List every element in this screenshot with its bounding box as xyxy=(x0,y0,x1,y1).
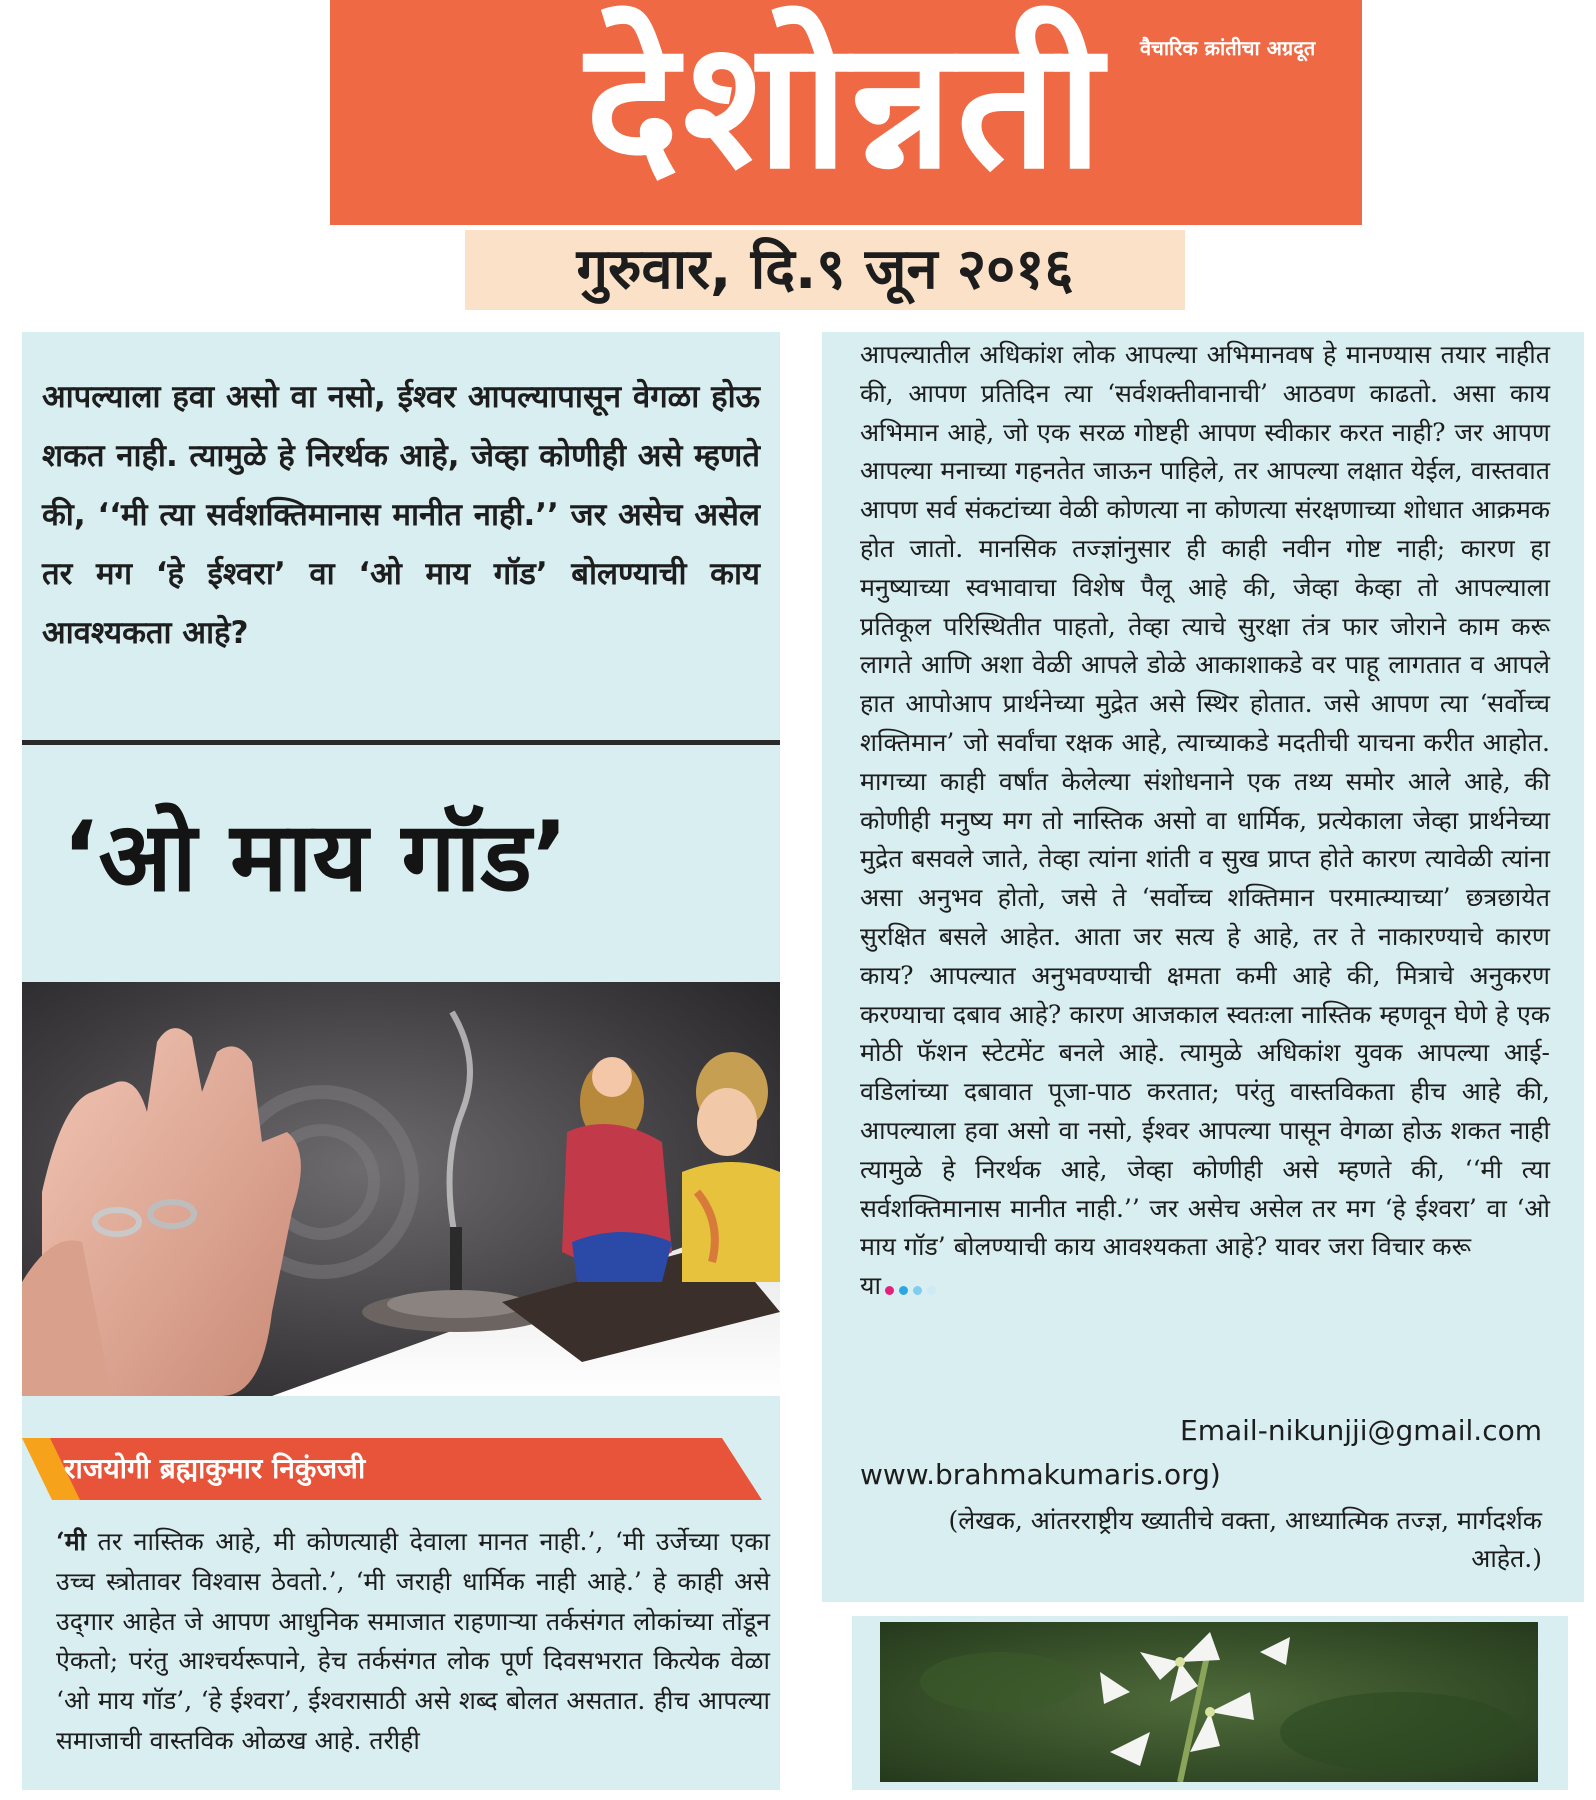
article-intro: आपल्याला हवा असो वा नसो, ईश्वर आपल्यापासून वेगळा होऊ शकत नाही. त्यामुळे हे निरर्थक आहे, जेव्हा कोणीही असे म्हणते की, ‘‘मी त्या सर्वशक्तिमानास मानीत नाही.’’ जर असेच असेल तर मग ‘हे ईश्वरा’ वा ‘ओ माय गॉड’ बोलण्याची काय आवश्यकता आहे? xyxy=(42,379,760,651)
body-right-text: आपल्यातील अधिकांश लोक आपल्या अभिमानवष हे मानण्यास तयार नाहीत की, आपण प्रतिदिन त्या ‘सर्वशक्तीवानाची’ आठवण काढतो. असा काय अभिमान आहे, जो एक सरळ गोष्टही आपण स्वीकार करत नाही? जर आपण आपल्या मनाच्या गहनतेत जाऊन पाहिले, तर आपल्या लक्षात येईल, वास्तवात आपण सर्व संकटांच्या वेळी कोणत्या ना कोणत्या संरक्षणाच्या शोधात आक्रमक होत जातो. मानसिक तज्ज्ञांनुसार ही काही नवीन गोष्ट नाही; कारण हा मनुष्याच्या स्वभावाचा विशेष पैलू आहे की, जेव्हा केव्हा तो आपल्याला प्रतिकूल परिस्थितीत पाहतो, तेव्हा त्याचे सुरक्षा तंत्र फार जोराने काम करू लागते आणि अशा वेळी आपले डोळे आकाशाकडे वर पाहू लागतात व आपले हात आपोआप प्रार्थनेच्या मुद्रेत असे स्थिर होतात. जसे आपण त्या ‘सर्वोच्च शक्तिमान’ जो सर्वांचा रक्षक आहे, त्याच्याकडे मदतीची याचना करीत आहोत. मागच्या काही वर्षांत केलेल्या संशोधनाने एक तथ्य समोर आले आहे, की कोणीही मनुष्य मग तो नास्तिक असो वा धार्मिक, प्रत्येकाला जेव्हा प्रार्थनेच्या मुद्रेत बसवले जाते, तेव्हा त्यांना शांती व सुख प्राप्त होते कारण त्यावेळी त्यांना असा अनुभव होतो, जसे ते ‘सर्वोच्च शक्तिमान परमात्म्याच्या’ छत्रछायेत सुरक्षित बसले आहेत. आता जर सत्य हे आहे, तर ते नाकारण्याचे कारण काय? आपल्यात अनुभवण्याची क्षमता कमी आहे की, मित्राचे अनुकरण करण्याचा दबाव आहे? कारण आजकाल स्वतःला नास्तिक म्हणवून घेणे हे एक मोठी फॅशन स्टेटमेंट बनले आहे. त्यामुळे अधिकांश युवक आपल्या आई-वडिलांच्या दबावात पूजा-पाठ करतात; परंतु वास्तविकता हीच आहे की, आपल्याला हवा असो वा नसो, ईश्वर आपल्या पासून वेगळा होऊ शकत नाही त्यामुळे हे निरर्थक आहे, जेव्हा कोणीही असे म्हणते की, ‘‘मी त्या सर्वशक्तिमानास मानीत नाही.’’ जर असेच असेल तर मग ‘हे ईश्वरा’ वा ‘ओ माय गॉड’ बोलण्याची काय आवश्यकता आहे? यावर जरा विचार करू xyxy=(860,340,1550,1262)
body-right-end: या xyxy=(860,1271,881,1301)
author-byline: राजयोगी ब्रह्माकुमार निकुंजजी xyxy=(64,1452,366,1485)
article-body-left xyxy=(56,1522,770,1761)
masthead xyxy=(330,0,1362,225)
author-email: Email-nikunjji@gmail.com xyxy=(1180,1414,1542,1447)
newspaper-tagline: वैचारिक क्रांतीचा अग्रदूत xyxy=(1140,36,1316,60)
flower-panel xyxy=(852,1616,1568,1790)
praying-hands-photo xyxy=(22,982,780,1396)
author-note: (लेखक, आंतरराष्ट्रीय ख्यातीचे वक्ता, आध्यात्मिक तज्ज्ञ, मार्गदर्शक आहेत.) xyxy=(948,1506,1542,1573)
section-divider xyxy=(22,740,780,745)
white-flowers-photo xyxy=(880,1622,1538,1782)
article-body-right xyxy=(860,336,1550,1307)
article-right-column xyxy=(822,332,1584,1602)
decorative-dots-icon xyxy=(885,1268,941,1307)
newspaper-name: देशोन्नती xyxy=(585,3,1107,208)
publication-date: गुरुवार, दि.९ जून २०१६ xyxy=(465,230,1185,310)
byline-bar xyxy=(22,1438,780,1500)
author-website: www.brahmakumaris.org) xyxy=(860,1458,1221,1491)
article-headline: ‘ओ माय गॉड’ xyxy=(62,801,569,913)
article-left-column xyxy=(22,332,780,1790)
body-lead-word: ‘मी xyxy=(56,1527,87,1556)
body-left-text: तर नास्तिक आहे, मी कोणत्याही देवाला मानत नाही.’, ‘मी उर्जेच्या एका उच्च स्त्रोतावर विश्वास ठेवतो.’, ‘मी जराही धार्मिक नाही आहे.’ हे काही असे उद्‌गार आहेत जे आपण आधुनिक समाजात राहणाऱ्या तर्कसंगत लोकांच्या तोंडून ऐकतो; परंतु आश्चर्यरूपाने, हेच तर्कसंगत लोक पूर्ण दिवसभरात कित्येक वेळा ‘ओ माय गॉड’, ‘हे ईश्वरा’, ईश्वरासाठी असे शब्द बोलत असतात. हीच आपल्या समाजाची वास्तविक ओळख आहे. तरीही xyxy=(56,1527,770,1755)
